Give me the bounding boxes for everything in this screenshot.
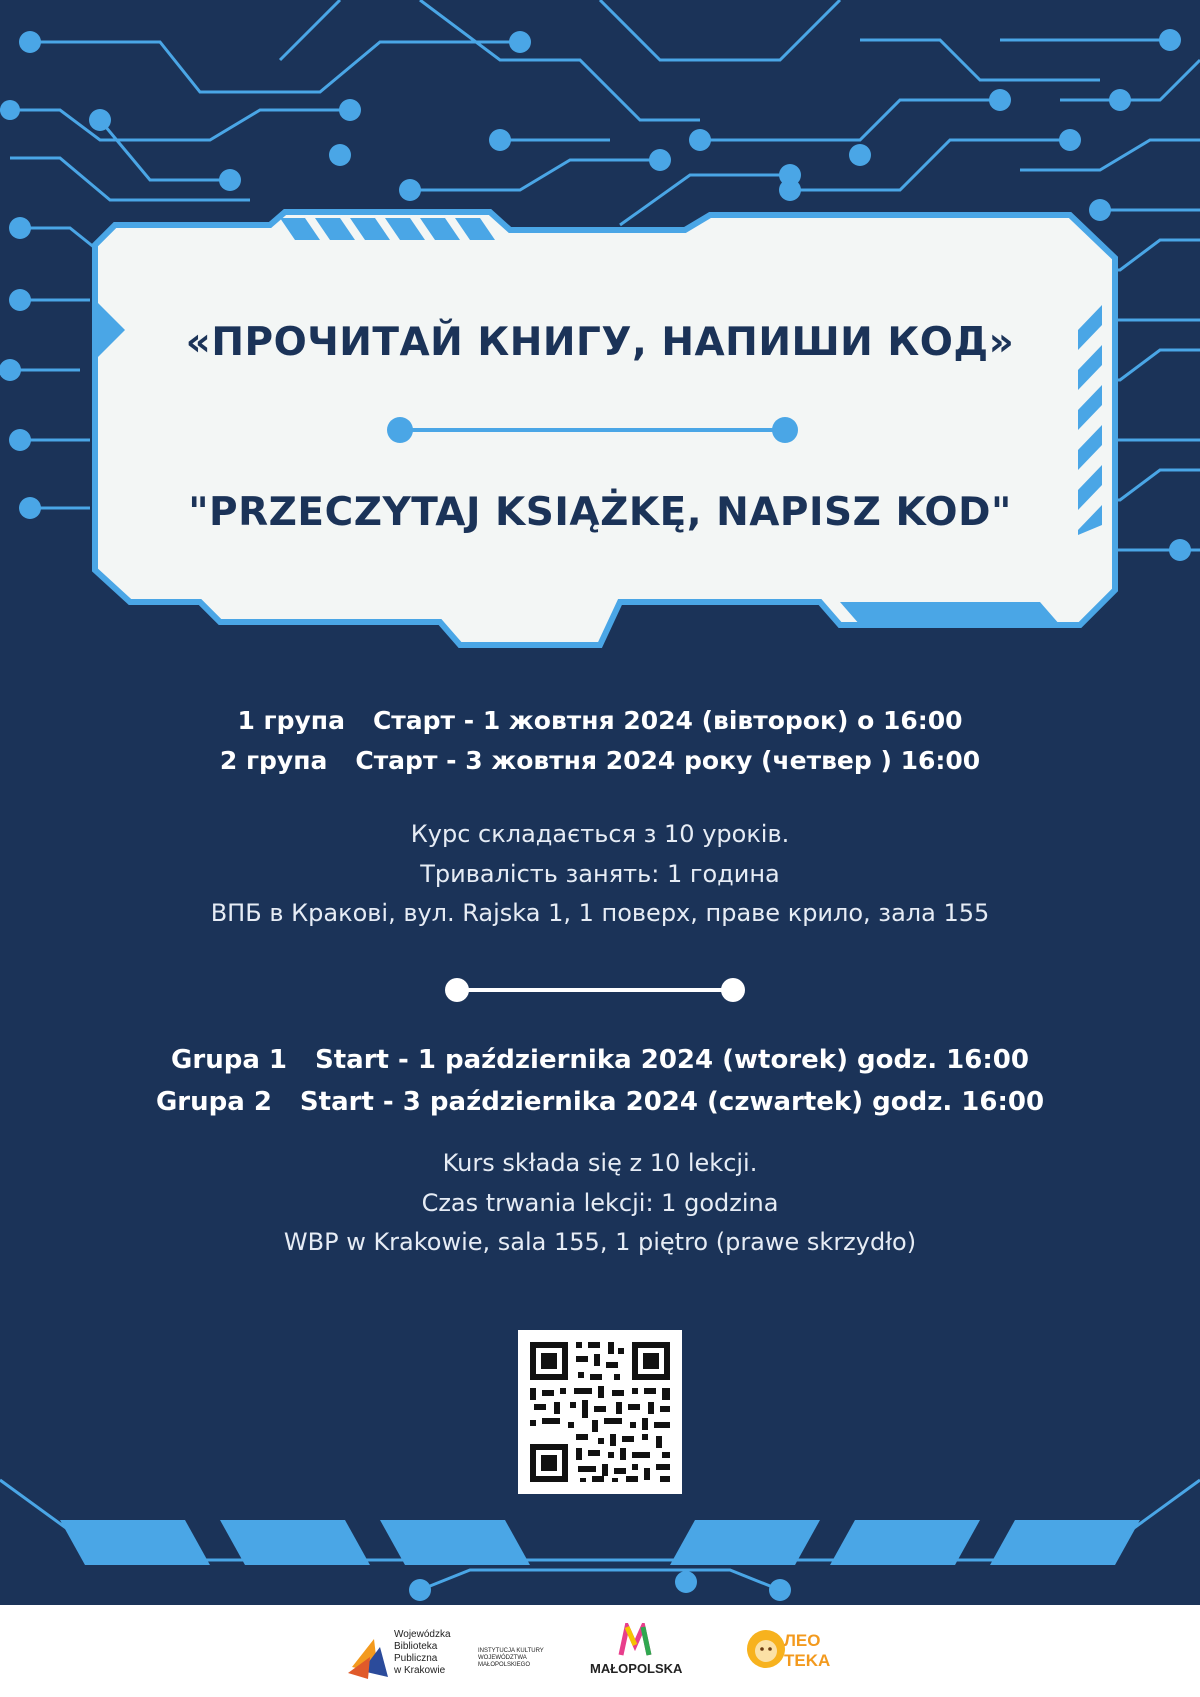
- pl-group-2-start: Start - 3 października 2024 (czwartek) godz. 16:00: [299, 1087, 1045, 1117]
- ua-info-line-1: Курс складається з 10 уроків.: [410, 820, 790, 848]
- ua-group-2-label: 2 група: [219, 746, 328, 775]
- wbp-logo-line-4: w Krakowie: [394, 1665, 446, 1676]
- wbp-logo-line-3: Publiczna: [394, 1653, 438, 1664]
- ua-group-1: [0, 706, 1200, 735]
- pl-group-2-label: Grupa 2: [155, 1087, 272, 1117]
- ua-group-2: [0, 746, 1200, 775]
- pl-group-1: [0, 1045, 1200, 1075]
- wbp-logo-line-2: Biblioteka: [394, 1641, 438, 1652]
- instytucja-text: [478, 1648, 544, 1669]
- leoteka-line-2: TEKA: [784, 1651, 831, 1670]
- instytucja-line-3: MAŁOPOLSKIEGO: [478, 1662, 531, 1668]
- ua-info-line-2: Тривалість занять: 1 година: [420, 860, 780, 888]
- qr-code[interactable]: [518, 1330, 682, 1494]
- pl-info-line-3: WBP w Krakowie, sala 155, 1 piętro (prawe skrzydło): [283, 1228, 917, 1256]
- title-ukrainian: «ПРОЧИТАЙ КНИГУ, НАПИШИ КОД»: [185, 320, 1015, 365]
- malopolska-logo-icon: [617, 1623, 653, 1657]
- wbp-logo-icon: [348, 1627, 390, 1679]
- pl-group-1-start: Start - 1 października 2024 (wtorek) godz. 16:00: [315, 1045, 1029, 1075]
- footer-logos: [0, 1605, 1200, 1697]
- wbp-logo: [348, 1627, 468, 1683]
- malopolska-label: MAŁOPOLSKA: [590, 1661, 683, 1676]
- leoteka-logo: [746, 1623, 846, 1685]
- instytucja-line-1: INSTYTUCJA KULTURY: [478, 1648, 544, 1654]
- pl-info-line-1: Kurs składa się z 10 lekcji.: [442, 1149, 758, 1177]
- section-divider: [445, 975, 755, 1005]
- pl-group-2: [0, 1087, 1200, 1117]
- qr-code-icon: [518, 1330, 682, 1494]
- leoteka-logo-icon: [746, 1629, 786, 1669]
- ua-group-1-start: Старт - 1 жовтня 2024 (вівторок) о 16:00: [372, 706, 963, 735]
- ua-group-1-label: 1 група: [237, 706, 345, 735]
- pl-group-1-label: Grupa 1: [171, 1045, 288, 1075]
- malopolska-logo: [590, 1623, 683, 1683]
- title-polish: "PRZECZYTAJ KSIĄŻKĘ, NAPISZ KOD": [188, 490, 1012, 535]
- leoteka-line-1: ЛЕО: [784, 1631, 821, 1650]
- instytucja-line-2: WOJEWÓDZTWA: [478, 1655, 527, 1661]
- pl-info-line-2: Czas trwania lekcji: 1 godzina: [421, 1189, 779, 1217]
- ua-group-2-start: Старт - 3 жовтня 2024 року (четвер ) 16:00: [355, 746, 981, 775]
- wbp-logo-line-1: Wojewódzka: [394, 1629, 451, 1640]
- ua-info-line-3: ВПБ в Кракові, вул. Rajska 1, 1 поверх, праве крило, зала 155: [210, 899, 990, 927]
